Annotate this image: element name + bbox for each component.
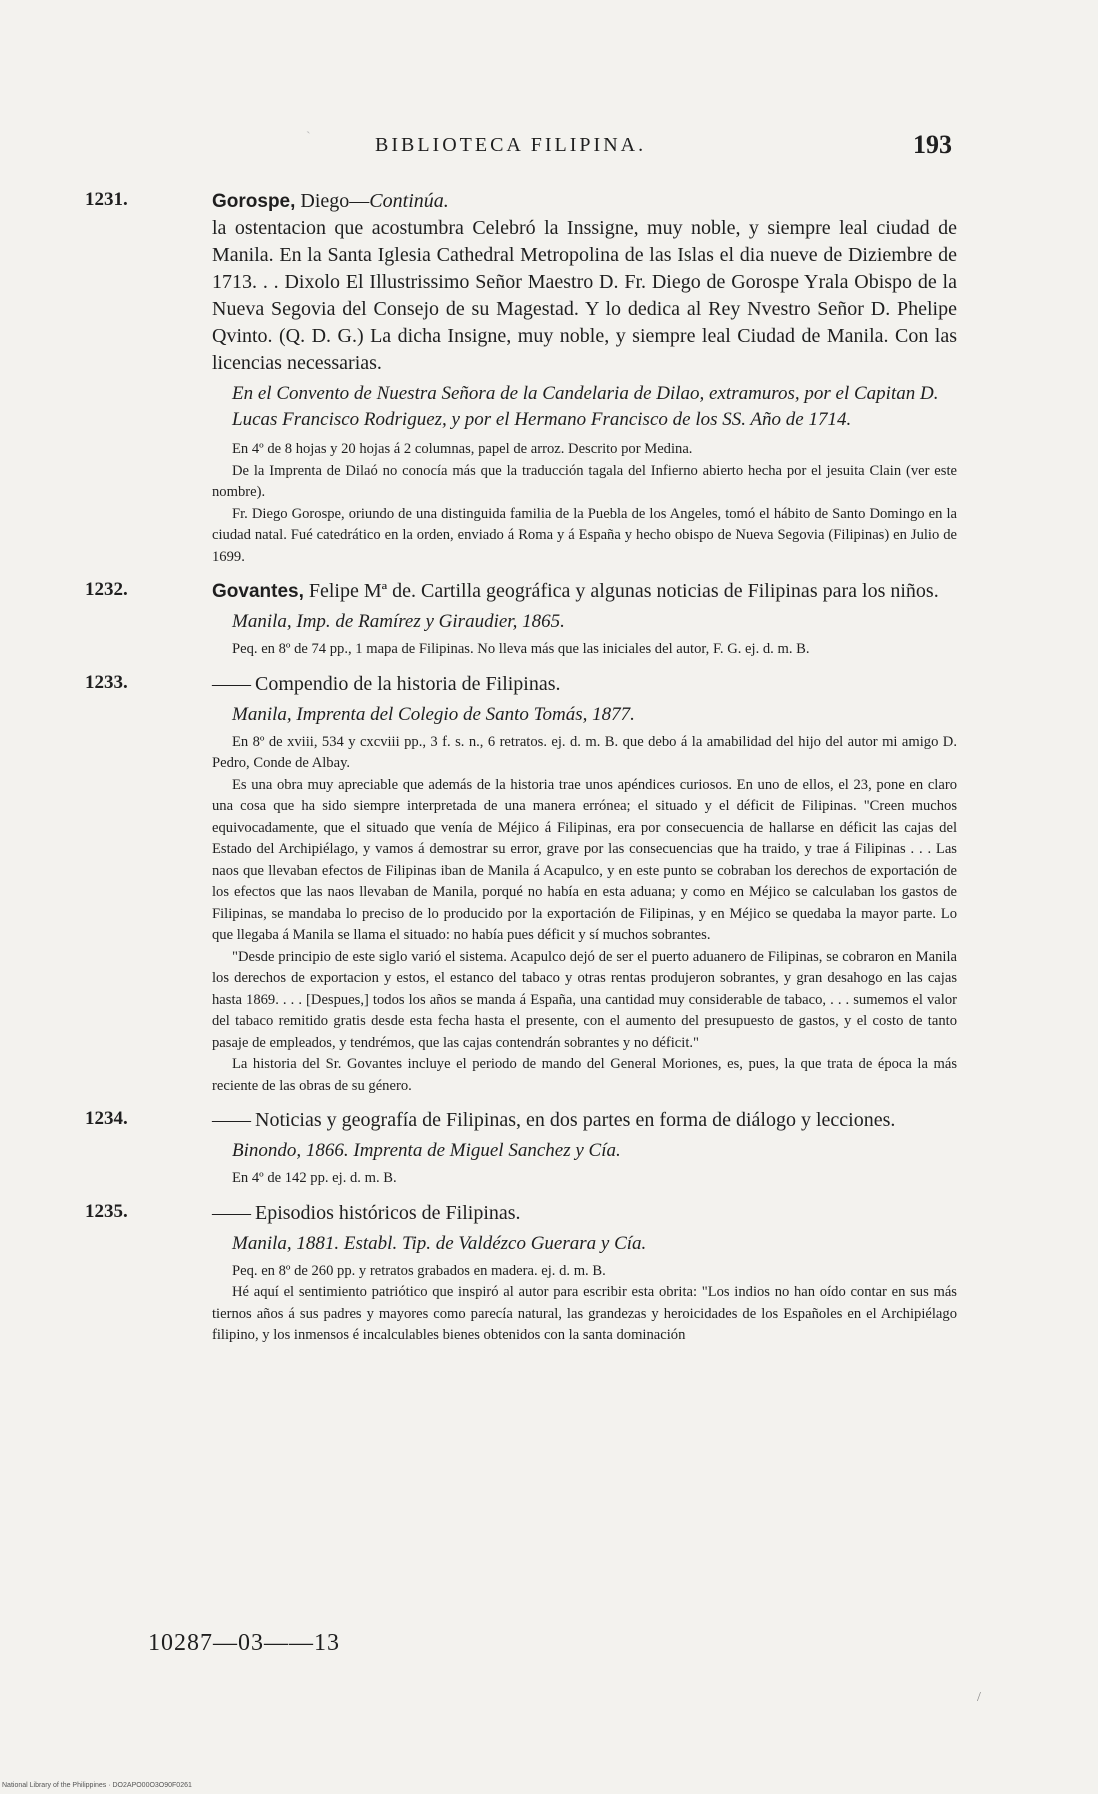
entry-1234 <box>85 1107 957 1190</box>
entry-text <box>212 671 957 698</box>
entry-number: 1231. <box>85 189 128 210</box>
ditto-dash: —— <box>212 1109 250 1131</box>
entry-number: 1232. <box>85 579 128 600</box>
entry-heading <box>212 671 957 698</box>
notes <box>212 639 957 661</box>
library-stamp: National Library of the Philippines · DO2APO00O3O90F0261 <box>2 1782 192 1789</box>
entry-1233 <box>85 671 957 1098</box>
entry-text <box>212 578 957 605</box>
note: En 4º de 8 hojas y 20 hojas á 2 columnas, papel de arroz. Descrito por Medina. <box>232 441 693 457</box>
note: Es una obra muy apreciable que además de la historia trae unos apéndices curiosos. En uno de ellos, el 23, pone en claro una cosa que ha sido siempre interpretada de una manera errónea; el situado y el déficit de Filipinas. "Creen muchos equivocadamente, que el situado que venía de Méjico á Filipinas, era por consecuencia de hallarse en déficit las cajas del Estado del Archipiélago, y vamos á demostrar su error, grave por las consecuencias que ha traido, y trae á Filipinas . . . Las naos que llevaban efectos de Filipinas iban de Manila á Acapulco, y en este punto se cobraban los derechos de exportación de los efectos que las naos llevaban de Manila, porqué no había en esta aduana; y como en Méjico se calculaban los gastos de Filipinas, se mandaba lo preciso de lo producido por la exportación de Filipinas, y en Méjico se quedaba la mayor parte. Lo que llegaba á Manila se llama el situado: no había pues déficit y sí muchos sobrantes. <box>212 776 957 943</box>
author-given: Diego— <box>300 190 370 212</box>
document-body <box>85 188 957 1347</box>
entry-1235 <box>85 1200 957 1347</box>
note: Fr. Diego Gorospe, oriundo de una distinguida familia de la Puebla de los Angeles, tomó el hábito de Santo Domingo en la ciudad natal. Fué catedrático en la orden, enviado á Roma y á España y hecho obispo de Nueva Segovia (Filipinas) en Julio de 1699. <box>212 505 957 565</box>
notes <box>212 732 957 1098</box>
entry-heading <box>212 1200 957 1227</box>
author-name: Govantes, <box>212 581 304 602</box>
notes <box>212 1168 957 1190</box>
note: Hé aquí el sentimiento patriótico que inspiró al autor para escribir esta obrita: "Los indios no han oído contar en sus más tiernos años á sus padres y mayores como parecía natural, las grandezas y heroicidades de los Españoles en el Archipiélago filipino, y los inmensos é incalculables bienes obtenidos con la santa dominación <box>212 1284 957 1343</box>
imprint: Manila, Imprenta del Colegio de Santo Tomás, 1877. <box>232 703 635 725</box>
note: De la Imprenta de Dilaó no conocía más que la traducción tagala del Infierno abierto hecha por el jesuita Clain (ver este nombre). <box>212 462 957 500</box>
entry-title: Noticias y geografía de Filipinas, en dos partes en forma de diálogo y lecciones. <box>255 1109 896 1131</box>
note: Peq. en 8º de 260 pp. y retratos grabados en madera. ej. d. m. B. <box>232 1262 606 1279</box>
entry-1232 <box>85 578 957 661</box>
entry-number: 1234. <box>85 1108 128 1129</box>
imprint: Binondo, 1866. Imprenta de Miguel Sanchez y Cía. <box>232 1140 621 1161</box>
printer-signature: 10287—03——13 <box>148 1630 340 1656</box>
entry-title: Episodios históricos de Filipinas. <box>255 1201 521 1224</box>
entry-text <box>212 1107 957 1134</box>
entry-number: 1235. <box>85 1200 128 1222</box>
entry-title: la ostentacion que acostumbra Celebró la Inssigne, muy noble, y siempre leal ciudad de Manila. En la Santa Iglesia Cathedral Metropolina de las Islas el dia nueve de Diziembre de 1713. . . Dixolo El Illustrissimo Señor Maestro D. Fr. Diego de Gorospe Yrala Obispo de la Nueva Segovia del Consejo de su Magestad. Y lo dedica al Rey Nvestro Señor D. Phelipe Qvinto. (Q. D. G.) La dicha Insigne, muy noble, y siempre leal Ciudad de Manila. Con las licencias necessarias. <box>212 217 957 374</box>
scan-mark: ` <box>306 130 311 145</box>
imprint: Manila, 1881. Establ. Tip. de Valdézco Guerara y Cía. <box>232 1232 647 1254</box>
imprint: En el Convento de Nuestra Señora de la Candelaria de Dilao, extramuros, por el Capitan D. Lucas Francisco Rodriguez, y por el Hermano Francisco de los SS. Año de 1714. <box>232 383 939 430</box>
note: En 4º de 142 pp. ej. d. m. B. <box>232 1170 397 1186</box>
entry-heading <box>212 188 957 215</box>
ditto-dash: —— <box>212 672 250 695</box>
note: La historia del Sr. Govantes incluye el periodo de mando del General Moriones, es, pues, la que trata de época la más reciente de las obras de su género. <box>212 1056 957 1094</box>
running-header <box>0 130 1098 162</box>
entry-heading <box>212 1107 957 1134</box>
entry-text <box>212 1200 957 1227</box>
running-title: BIBLIOTECA FILIPINA. <box>375 134 647 156</box>
entry-number: 1233. <box>85 671 128 693</box>
entry-title: Felipe Mª de. Cartilla geográfica y algunas noticias de Filipinas para los niños. <box>308 580 939 602</box>
note: "Desde principio de este siglo varió el sistema. Acapulco dejó de ser el puerto aduanero de Filipinas, se cobraron en Manila los derechos de exportacion y estos, el estanco del tabaco y otras rentas produjeron sobrantes, y gran desahogo en las cajas hasta 1869. . . . [Despues,] todos los años se manda á España, una cantidad muy considerable de tabaco, . . . sumemos el valor del tabaco remitido gratis desde esta fecha hasta el presente, con el aumento del presupuesto de gastos, y el costo de tanto pasaje de empleados, y tendrémos, que las cajas contendrán sobrantes y no déficit." <box>212 948 957 1051</box>
imprint: Manila, Imp. de Ramírez y Giraudier, 1865. <box>232 611 565 632</box>
scan-mark: / <box>977 1690 981 1705</box>
notes <box>212 439 957 568</box>
ditto-dash: —— <box>212 1201 250 1224</box>
entry-heading <box>212 578 957 605</box>
notes <box>212 1261 957 1347</box>
note: En 8º de xviii, 534 y cxcviii pp., 3 f. s. n., 6 retratos. ej. d. m. B. que debo á la amabilidad del hijo del autor mi amigo D. Pedro, Conde de Albay. <box>212 733 957 771</box>
entry-title: Compendio de la historia de Filipinas. <box>255 672 561 695</box>
entry-1231 <box>85 188 957 568</box>
page-number: 193 <box>913 130 952 159</box>
author-name: Gorospe, <box>212 191 296 212</box>
continua-label: Continúa. <box>369 190 449 212</box>
entry-text <box>212 188 957 377</box>
note: Peq. en 8º de 74 pp., 1 mapa de Filipinas. No lleva más que las iniciales del autor, F. G. ej. d. m. B. <box>232 641 810 657</box>
